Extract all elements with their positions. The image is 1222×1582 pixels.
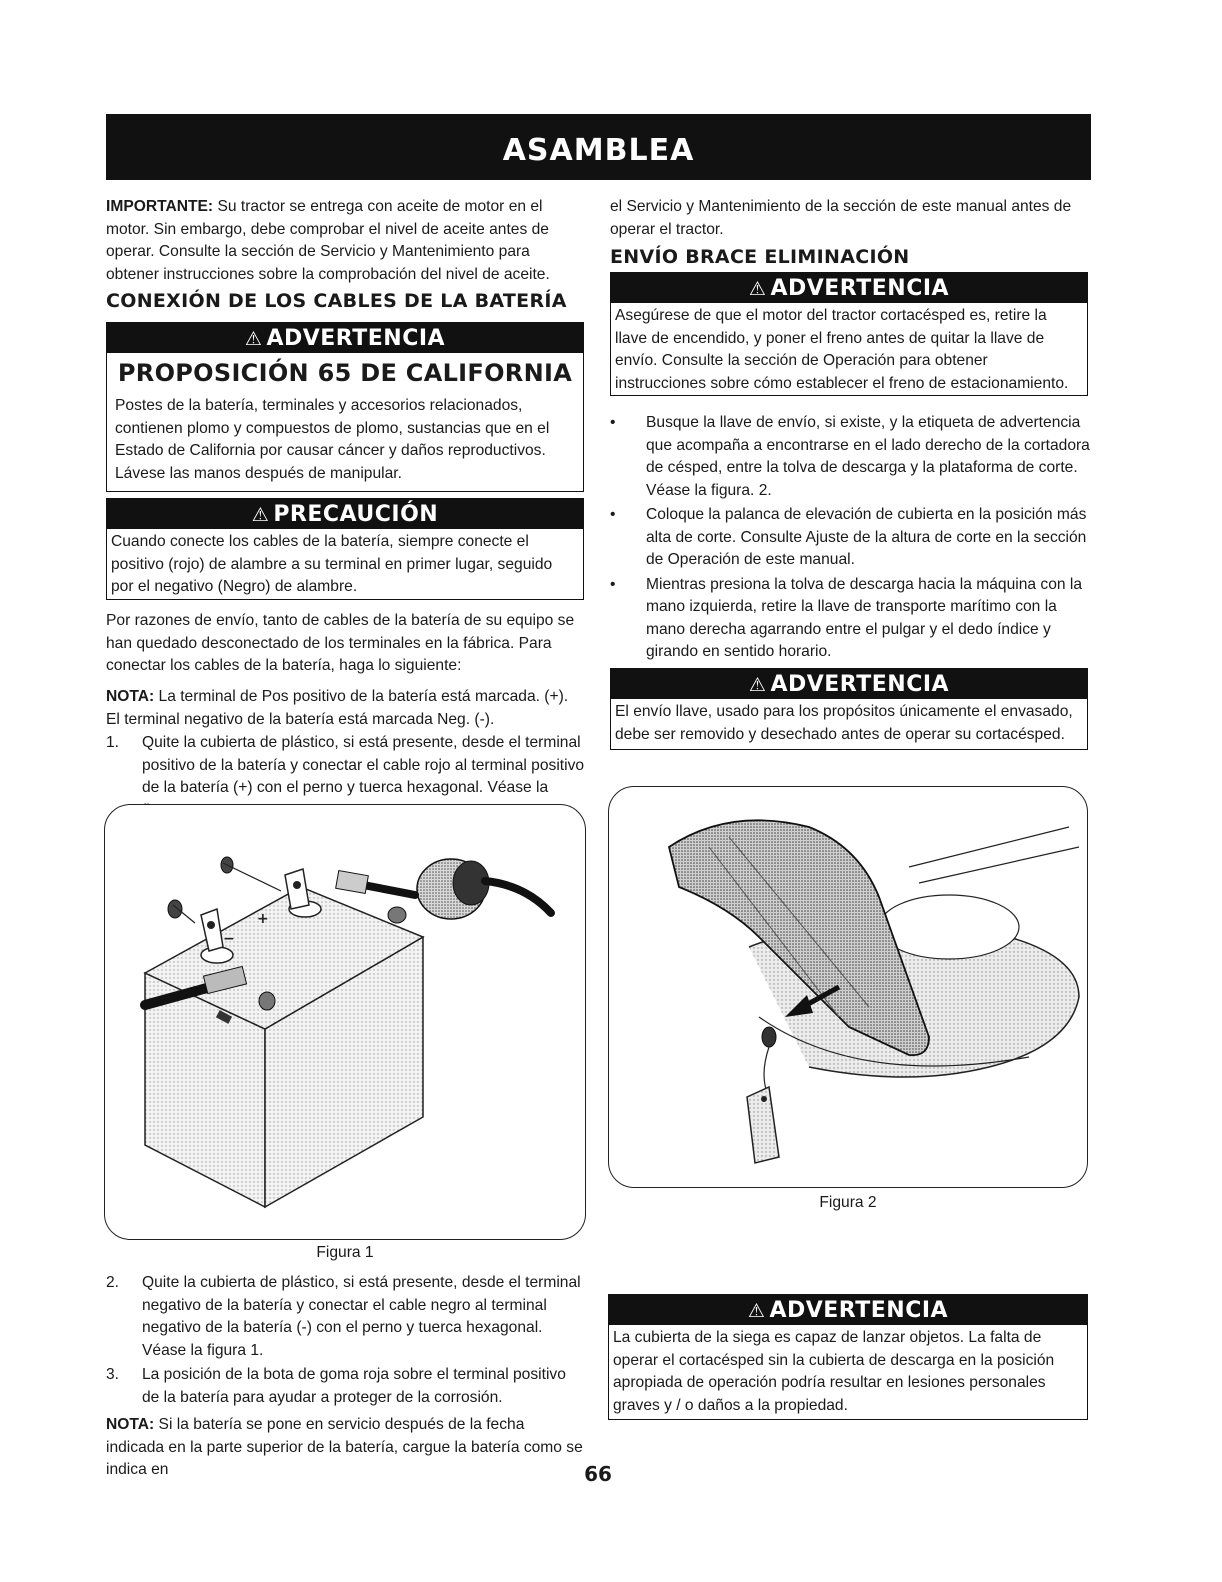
warning-triangle-icon: ⚠ bbox=[251, 504, 270, 526]
prop65-title: PROPOSICIÓN 65 DE CALIFORNIA bbox=[117, 359, 573, 387]
caution-label: PRECAUCIÓN bbox=[273, 502, 439, 527]
prop65-warning-label: ADVERTENCIA bbox=[266, 326, 446, 351]
warning-header-3 bbox=[609, 1295, 1087, 1325]
step-text: Quite la cubierta de plástico, si está presente, desde el terminal positivo de la batería y conectar el cable rojo al terminal positivo de la batería (+) con el perno y tuerca hexagonal. Véase la bbox=[142, 734, 585, 796]
steps-list-b bbox=[106, 1272, 586, 1409]
warning-text-2: El envío llave, usado para los propósitos únicamente el envasado, debe ser removido y desechado antes de operar su cortacésped. bbox=[615, 703, 1073, 743]
warning-text-3: La cubierta de la siega es capaz de lanzar objetos. La falta de operar el cortacésped sin la cubierta de descarga en la posición apropiada de operación podría resultar en lesiones personales graves y / o daños a la propiedad. bbox=[613, 1329, 1055, 1414]
note-paragraph-2 bbox=[106, 1414, 586, 1482]
warning-label: ADVERTENCIA bbox=[770, 276, 950, 301]
warning-triangle-icon: ⚠ bbox=[747, 1300, 766, 1322]
step-number: 3. bbox=[106, 1366, 120, 1383]
list-item: • Mientras presiona la tolva de descarga hacia la máquina con la mano izquierda, retire la llave de transporte marítimo con la mano derecha agarrando entre el pulgar y el dedo índice y girando en sentido horario. bbox=[610, 574, 1090, 664]
shipping-paragraph: Por razones de envío, tanto de cables de la batería de su equipo se han quedado desconectado de los terminales en la fábrica. Para conectar los cables de la batería, haga lo siguiente: bbox=[106, 612, 575, 674]
prop65-text: Postes de la batería, terminales y accesorios relacionados, contienen plomo y compuestos de plomo, sustancias que en el Estado de California por causar cáncer y daños reproductivos. Lávese las manos después de manipular. bbox=[115, 397, 550, 482]
warning-label: ADVERTENCIA bbox=[769, 1298, 949, 1323]
warning-header-2 bbox=[611, 669, 1087, 699]
page-title: ASAMBLEA bbox=[502, 133, 695, 168]
warning-triangle-icon: ⚠ bbox=[748, 278, 767, 300]
important-paragraph bbox=[106, 196, 586, 286]
important-text: Su tractor se entrega con aceite de motor en el motor. Sin embargo, debe comprobar el nivel de aceite antes de operar. Consulte la sección de Servicio y Mantenimiento para obtener instrucciones sobre la comprobación del nivel de aceite. bbox=[106, 198, 550, 283]
step-item bbox=[106, 1272, 586, 1362]
warning-triangle-icon: ⚠ bbox=[748, 674, 767, 696]
list-item: • Coloque la palanca de elevación de cubierta en la posición más alta de corte. Consulte Ajuste de la altura de corte en la sección de Operación de este manual. bbox=[610, 504, 1090, 572]
note-label: NOTA: bbox=[106, 1416, 155, 1433]
shipping-brace-section-title: ENVÍO BRACE ELIMINACIÓN bbox=[610, 246, 910, 268]
warning-box-2 bbox=[610, 668, 1088, 750]
prop65-warning-box bbox=[106, 322, 584, 492]
step-item bbox=[106, 1364, 586, 1409]
figure-2-caption: Figura 2 bbox=[819, 1194, 877, 1211]
step-number: 2. bbox=[106, 1274, 120, 1291]
step-text: La posición de la bota de goma roja sobre el terminal positivo de la batería para ayudar a proteger de la corrosión. bbox=[142, 1366, 566, 1406]
warning-box-3 bbox=[608, 1294, 1088, 1420]
caution-header bbox=[107, 499, 583, 529]
note-paragraph bbox=[106, 686, 586, 731]
note-text: La terminal de Pos positivo de la batería está marcada. (+). El terminal negativo de la batería está marcada Neg. (-). bbox=[106, 688, 569, 728]
figure-1-caption: Figura 1 bbox=[316, 1244, 374, 1261]
warning-triangle-icon: ⚠ bbox=[244, 328, 263, 350]
step-text: Quite la cubierta de plástico, si está presente, desde el terminal negativo de la batería y conectar el cable negro al terminal negativo de la batería (-) con el perno y tuerca hexagonal. Véase la figura 1. bbox=[142, 1274, 581, 1359]
svg-text:+: + bbox=[257, 911, 269, 927]
page-number: 66 bbox=[584, 1462, 612, 1486]
warning-box-1 bbox=[610, 272, 1088, 396]
important-label: IMPORTANTE: bbox=[106, 198, 214, 215]
page-header-banner bbox=[106, 114, 1091, 180]
continuation-paragraph: el Servicio y Mantenimiento de la sección de este manual antes de operar el tractor. bbox=[610, 198, 1072, 238]
warning-label: ADVERTENCIA bbox=[770, 672, 950, 697]
warning-header-1 bbox=[611, 273, 1087, 303]
list-item: • Busque la llave de envío, si existe, y la etiqueta de advertencia que acompaña a encontrarse en el lado derecho de la cortadora de césped, entre la tolva de descarga y la plataforma de corte. Véase la figura. 2. bbox=[610, 412, 1090, 502]
battery-illustration bbox=[105, 805, 585, 1239]
prop65-warning-header bbox=[107, 323, 583, 353]
figure-2-frame bbox=[608, 786, 1088, 1188]
caution-text: Cuando conecte los cables de la batería, siempre conecte el positivo (rojo) de alambre a su terminal en primer lugar, seguido por el negativo (Negro) de alambre. bbox=[111, 533, 553, 595]
svg-text:−: − bbox=[223, 931, 235, 947]
caution-box bbox=[106, 498, 584, 600]
discharge-chute-illustration bbox=[609, 787, 1087, 1187]
bullet-list bbox=[610, 412, 1090, 666]
warning-text-1: Asegúrese de que el motor del tractor cortacésped es, retire la llave de encendido, y poner el freno antes de quitar la llave de envío. Consulte la sección de Operación para obtener instrucciones sobre cómo establecer el freno de estacionamiento. bbox=[615, 307, 1069, 392]
figure-1-frame bbox=[104, 804, 586, 1240]
battery-section-title: CONEXIÓN DE LOS CABLES DE LA BATERÍA bbox=[106, 290, 567, 312]
note-label: NOTA: bbox=[106, 688, 155, 705]
step-number: 1. bbox=[106, 734, 120, 751]
note-text: Si la batería se pone en servicio después de la fecha indicada en la parte superior de la batería, cargue la batería como se indica en bbox=[106, 1416, 583, 1478]
